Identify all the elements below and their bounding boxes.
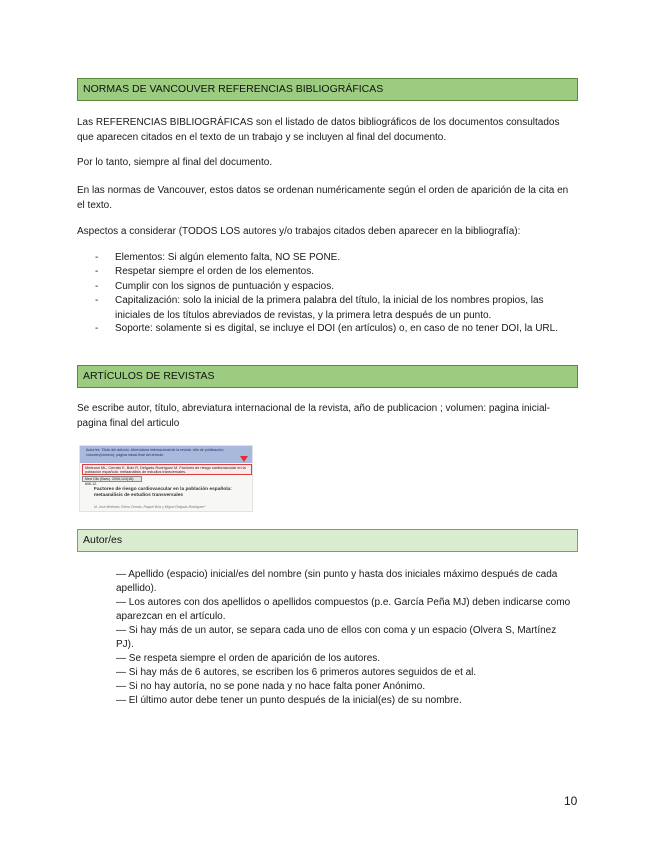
page-number: 10: [564, 794, 578, 808]
article-title: Factores de riesgo cardiovascular en la población española: metaanálisis de estudios transversales: [94, 487, 232, 498]
citation-box: [82, 464, 252, 475]
bullet-marker: -: [95, 295, 99, 306]
list-item-text: Capitalización: solo la inicial de la primera palabra del título, la inicial de los nombres propios, las iniciales de los títulos abreviados de revistas, y la primera letra después de un punto.: [115, 295, 544, 321]
arrow-down-icon: [240, 456, 248, 462]
list-item: — Si hay más de 6 autores, se escriben los 6 primeros autores seguidos de et al.: [116, 667, 477, 678]
format-band: [80, 446, 253, 463]
article-authors: M. José Medrano, Elena Cerrato, Raquel Boix y Miguel Delgado-Rodríguez*: [94, 505, 206, 509]
paragraph-order: En las normas de Vancouver, estos datos se ordenan numéricamente según el orden de aparición de la cita en el texto.: [77, 185, 569, 211]
list-item: — Se respeta siempre el orden de aparición de los autores.: [116, 653, 381, 664]
list-item: — Si no hay autoría, no se pone nada y no hace falta poner Anónimo.: [116, 681, 426, 692]
list-item: — Apellido (espacio) inicial/es del nombre (sin punto y hasta dos iniciales máximo después de cada apellido).: [116, 569, 558, 594]
list-item-text: Cumplir con los signos de puntuación y espacios.: [115, 281, 335, 292]
bullet-marker: -: [95, 266, 99, 277]
list-item-text: Elementos: Si algún elemento falta, NO SE PONE.: [115, 252, 341, 263]
bullet-marker: -: [95, 323, 99, 334]
bullet-marker: -: [95, 281, 99, 292]
journal-box: [82, 476, 142, 486]
section-header-autores: Autor/es: [77, 529, 578, 552]
list-item-text: Soporte: solamente si es digital, se incluye el DOI (en artículos) o, en caso de no tener DOI, la URL.: [115, 323, 558, 334]
format-band-text: Autor/es. Título del artículo. Abreviatura internacional de la revista. año de publicación; volumen(número): página inicial-final del artículo: [86, 448, 224, 457]
list-item: — Si hay más de un autor, se separa cada uno de ellos con coma y un espacio (Olvera S, Martínez PJ).: [116, 625, 557, 650]
journal-text: Med Clin (Barc). 2005;124(16): 606-12.: [85, 477, 135, 486]
article-example-image: [79, 445, 253, 512]
section-header-vancouver: NORMAS DE VANCOUVER REFERENCIAS BIBLIOGRÁFICAS: [77, 78, 578, 101]
paragraph-aspects: Aspectos a considerar (TODOS LOS autores y/o trabajos citados deben aparecer en la bibliografía):: [77, 226, 521, 237]
paragraph-definition: Las REFERENCIAS BIBLIOGRÁFICAS son el listado de datos bibliográficos de los documentos consultados que aparecen citados en el texto de un trabajo y se incluyen al final del documento.: [77, 117, 560, 143]
section-header-articulos: ARTÍCULOS DE REVISTAS: [77, 365, 578, 388]
citation-text: Medrano ML, Cerrato E, Boix R, Delgado-Rodríguez M. Factores de riesgo cardiovascular en la población española: metaanálisis de estudios transversales.: [85, 465, 246, 475]
bullet-marker: -: [95, 252, 99, 263]
list-item: — El último autor debe tener un punto después de la inicial(es) de su nombre.: [116, 695, 462, 706]
paragraph-article-format: Se escribe autor, título, abreviatura internacional de la revista, año de publicacion ; volumen: pagina inicial-pagina final del articulo: [77, 403, 551, 429]
paragraph-final: Por lo tanto, siempre al final del documento.: [77, 157, 273, 168]
list-item: — Los autores con dos apellidos o apellidos compuestos (p.e. García Peña MJ) deben indicarse como aparezcan en el artículo.: [116, 597, 571, 622]
list-item-text: Respetar siempre el orden de los elementos.: [115, 266, 314, 277]
